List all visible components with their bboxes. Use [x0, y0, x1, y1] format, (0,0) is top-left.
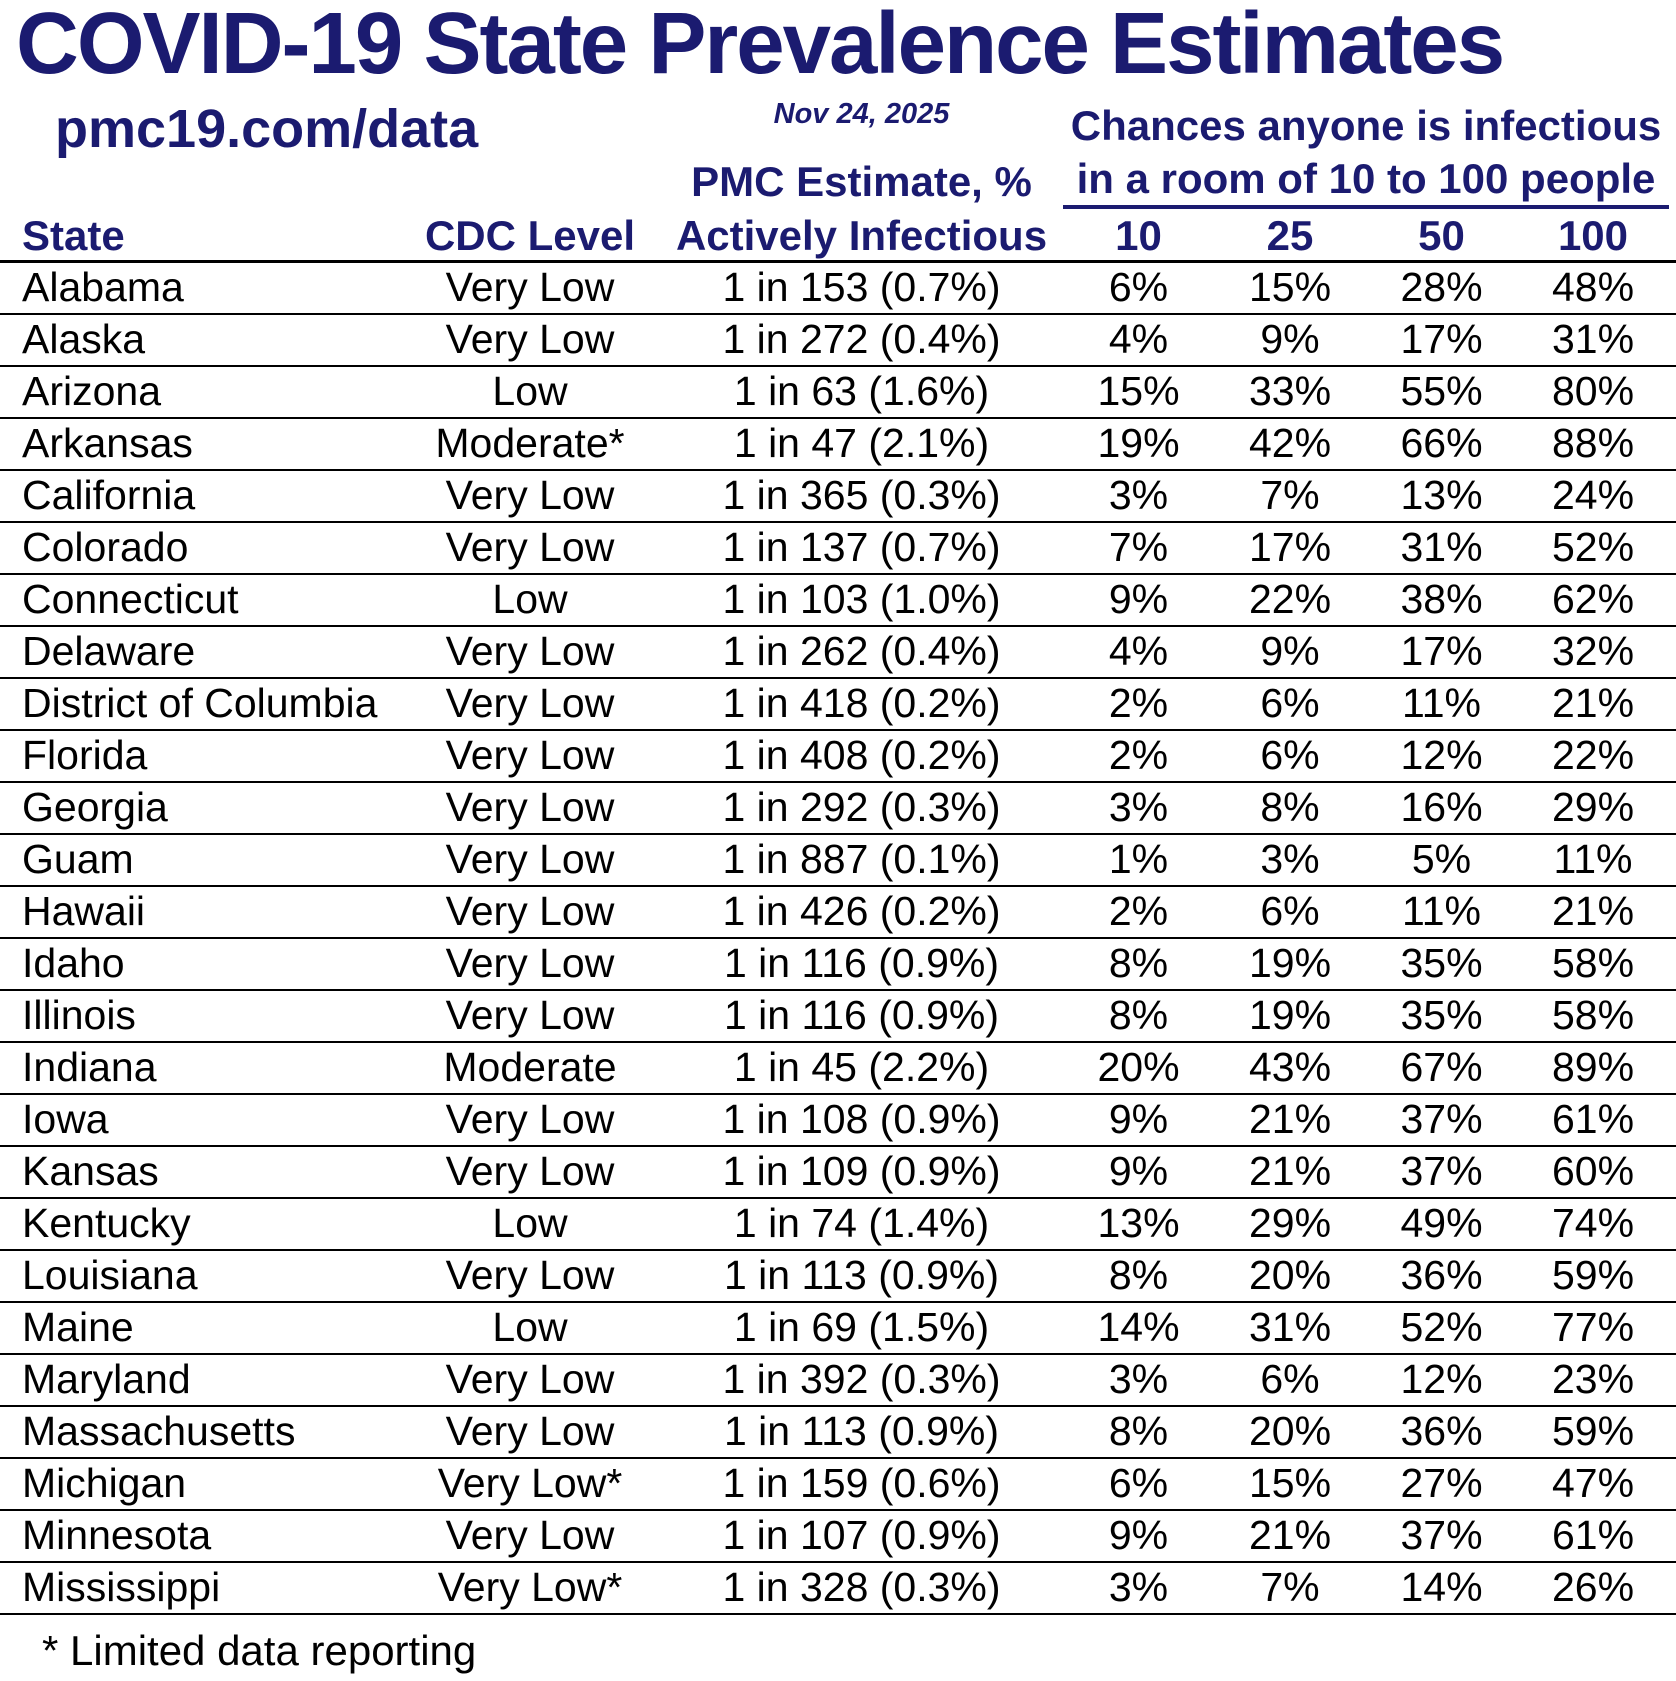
- cdc-level-cell: Very Low: [400, 1094, 660, 1146]
- column-header-cdc-level: CDC Level: [400, 212, 660, 262]
- chance-25-cell: 43%: [1214, 1042, 1366, 1094]
- pmc-estimate-cell: 1 in 887 (0.1%): [660, 834, 1063, 886]
- spacer-cell: [1669, 938, 1676, 990]
- chance-10-cell: 6%: [1063, 262, 1214, 314]
- state-cell: California: [0, 470, 400, 522]
- table-row: [0, 262, 1676, 314]
- cdc-level-cell: Very Low: [400, 1406, 660, 1458]
- chance-100-cell: 26%: [1517, 1562, 1669, 1614]
- chance-50-cell: 28%: [1366, 262, 1517, 314]
- state-cell: Idaho: [0, 938, 400, 990]
- chances-group-label: [1063, 99, 1669, 209]
- column-header-actively-infectious: Actively Infectious: [660, 212, 1063, 262]
- chance-10-cell: 9%: [1063, 574, 1214, 626]
- chance-25-cell: 6%: [1214, 886, 1366, 938]
- chance-25-cell: 21%: [1214, 1510, 1366, 1562]
- spacer-cell: [1669, 418, 1676, 470]
- chance-10-cell: 2%: [1063, 730, 1214, 782]
- chance-100-cell: 60%: [1517, 1146, 1669, 1198]
- state-cell: Connecticut: [0, 574, 400, 626]
- cdc-level-cell: Very Low: [400, 678, 660, 730]
- pmc-estimate-cell: 1 in 113 (0.9%): [660, 1250, 1063, 1302]
- chance-100-cell: 61%: [1517, 1510, 1669, 1562]
- cdc-level-cell: Very Low: [400, 1146, 660, 1198]
- spacer-cell: [1669, 314, 1676, 366]
- spacer-cell: [1669, 834, 1676, 886]
- chance-25-cell: 7%: [1214, 1562, 1366, 1614]
- chance-100-cell: 29%: [1517, 782, 1669, 834]
- site-url-text: pmc19.com/data: [55, 99, 479, 159]
- cdc-level-cell: Very Low: [400, 1354, 660, 1406]
- state-cell: Maine: [0, 1302, 400, 1354]
- cdc-level-cell: Very Low: [400, 834, 660, 886]
- report-date: Nov 24, 2025: [773, 98, 950, 130]
- spacer-cell: [1669, 886, 1676, 938]
- chance-100-cell: 61%: [1517, 1094, 1669, 1146]
- chance-10-cell: 2%: [1063, 678, 1214, 730]
- pmc-estimate-cell: 1 in 103 (1.0%): [660, 574, 1063, 626]
- spacer-cell: [1669, 730, 1676, 782]
- state-cell: Iowa: [0, 1094, 400, 1146]
- state-cell: Colorado: [0, 522, 400, 574]
- column-header-room-10: 10: [1063, 212, 1214, 262]
- column-header-state: State: [0, 212, 400, 262]
- table-row: [0, 522, 1676, 574]
- state-cell: Massachusetts: [0, 1406, 400, 1458]
- state-cell: Kansas: [0, 1146, 400, 1198]
- cdc-level-cell: Very Low: [400, 730, 660, 782]
- chance-10-cell: 14%: [1063, 1302, 1214, 1354]
- pmc-estimate-cell: 1 in 137 (0.7%): [660, 522, 1063, 574]
- chance-10-cell: 8%: [1063, 1250, 1214, 1302]
- chance-100-cell: 31%: [1517, 314, 1669, 366]
- state-cell: Delaware: [0, 626, 400, 678]
- spacer-cell: [1669, 626, 1676, 678]
- cdc-level-cell: Very Low: [400, 262, 660, 314]
- page-title: COVID-19 State Prevalence Estimates: [16, 0, 1504, 92]
- pmc-estimate-cell: 1 in 108 (0.9%): [660, 1094, 1063, 1146]
- spacer-cell: [1669, 1510, 1676, 1562]
- pmc-estimate-group-label: PMC Estimate, %: [691, 158, 1032, 205]
- chance-25-cell: 19%: [1214, 990, 1366, 1042]
- spacer-cell: [1669, 1042, 1676, 1094]
- chance-100-cell: 32%: [1517, 626, 1669, 678]
- table-row: [0, 1250, 1676, 1302]
- table-row: [0, 1302, 1676, 1354]
- chance-50-cell: 27%: [1366, 1458, 1517, 1510]
- pmc-estimate-cell: 1 in 426 (0.2%): [660, 886, 1063, 938]
- table-row: [0, 1198, 1676, 1250]
- chance-100-cell: 89%: [1517, 1042, 1669, 1094]
- chance-25-cell: 42%: [1214, 418, 1366, 470]
- spacer-cell: [1669, 574, 1676, 626]
- chances-group-line1: Chances anyone is infectious: [1070, 102, 1662, 149]
- chance-50-cell: 11%: [1366, 886, 1517, 938]
- pmc-estimate-cell: 1 in 408 (0.2%): [660, 730, 1063, 782]
- spacer-cell: [1669, 1198, 1676, 1250]
- table-row: [0, 782, 1676, 834]
- chance-10-cell: 6%: [1063, 1458, 1214, 1510]
- chance-100-cell: 47%: [1517, 1458, 1669, 1510]
- cdc-level-cell: Low: [400, 366, 660, 418]
- cdc-level-cell: Very Low: [400, 938, 660, 990]
- chance-100-cell: 21%: [1517, 886, 1669, 938]
- cdc-level-cell: Low: [400, 1198, 660, 1250]
- chance-50-cell: 37%: [1366, 1510, 1517, 1562]
- chance-25-cell: 17%: [1214, 522, 1366, 574]
- cdc-level-cell: Very Low*: [400, 1458, 660, 1510]
- spacer-cell: [1669, 1094, 1676, 1146]
- cdc-level-cell: Very Low: [400, 782, 660, 834]
- cdc-level-cell: Very Low: [400, 1510, 660, 1562]
- chance-50-cell: 17%: [1366, 314, 1517, 366]
- page-header: [0, 0, 1676, 212]
- table-row: [0, 938, 1676, 990]
- chance-10-cell: 15%: [1063, 366, 1214, 418]
- state-cell: Mississippi: [0, 1562, 400, 1614]
- chance-100-cell: 52%: [1517, 522, 1669, 574]
- spacer-cell: [1669, 522, 1676, 574]
- pmc-estimate-cell: 1 in 45 (2.2%): [660, 1042, 1063, 1094]
- pmc-estimate-cell: 1 in 292 (0.3%): [660, 782, 1063, 834]
- chance-50-cell: 11%: [1366, 678, 1517, 730]
- chance-25-cell: 20%: [1214, 1250, 1366, 1302]
- chance-100-cell: 58%: [1517, 938, 1669, 990]
- table-row: [0, 574, 1676, 626]
- chance-100-cell: 21%: [1517, 678, 1669, 730]
- chance-25-cell: 15%: [1214, 1458, 1366, 1510]
- state-cell: Louisiana: [0, 1250, 400, 1302]
- table-row: [0, 678, 1676, 730]
- chance-50-cell: 13%: [1366, 470, 1517, 522]
- chance-10-cell: 3%: [1063, 782, 1214, 834]
- chance-100-cell: 80%: [1517, 366, 1669, 418]
- spacer-cell: [1669, 1562, 1676, 1614]
- chance-100-cell: 23%: [1517, 1354, 1669, 1406]
- pmc-estimate-cell: 1 in 153 (0.7%): [660, 262, 1063, 314]
- cdc-level-cell: Very Low: [400, 626, 660, 678]
- chance-50-cell: 52%: [1366, 1302, 1517, 1354]
- state-cell: Minnesota: [0, 1510, 400, 1562]
- cdc-level-cell: Very Low: [400, 886, 660, 938]
- table-row: [0, 1510, 1676, 1562]
- table-row: [0, 990, 1676, 1042]
- chance-25-cell: 15%: [1214, 262, 1366, 314]
- chance-50-cell: 55%: [1366, 366, 1517, 418]
- chance-10-cell: 9%: [1063, 1510, 1214, 1562]
- chance-50-cell: 35%: [1366, 938, 1517, 990]
- pmc-estimate-cell: 1 in 47 (2.1%): [660, 418, 1063, 470]
- chance-100-cell: 22%: [1517, 730, 1669, 782]
- chance-50-cell: 17%: [1366, 626, 1517, 678]
- pmc-estimate-cell: 1 in 69 (1.5%): [660, 1302, 1063, 1354]
- footnote: * Limited data reporting: [42, 1626, 477, 1674]
- chance-10-cell: 13%: [1063, 1198, 1214, 1250]
- pmc-estimate-cell: 1 in 262 (0.4%): [660, 626, 1063, 678]
- spacer-cell: [1669, 366, 1676, 418]
- pmc-estimate-cell: 1 in 107 (0.9%): [660, 1510, 1063, 1562]
- pmc-estimate-cell: 1 in 159 (0.6%): [660, 1458, 1063, 1510]
- chance-50-cell: 66%: [1366, 418, 1517, 470]
- state-cell: Georgia: [0, 782, 400, 834]
- cdc-level-cell: Very Low: [400, 990, 660, 1042]
- table-row: [0, 626, 1676, 678]
- chance-25-cell: 19%: [1214, 938, 1366, 990]
- cdc-level-cell: Low: [400, 1302, 660, 1354]
- chance-10-cell: 3%: [1063, 470, 1214, 522]
- chance-100-cell: 74%: [1517, 1198, 1669, 1250]
- pmc-estimate-cell: 1 in 109 (0.9%): [660, 1146, 1063, 1198]
- table-row: [0, 1042, 1676, 1094]
- chance-10-cell: 9%: [1063, 1146, 1214, 1198]
- state-cell: Illinois: [0, 990, 400, 1042]
- spacer-cell: [1669, 990, 1676, 1042]
- spacer-cell: [1669, 1458, 1676, 1510]
- chance-50-cell: 12%: [1366, 1354, 1517, 1406]
- state-cell: Guam: [0, 834, 400, 886]
- chance-100-cell: 59%: [1517, 1250, 1669, 1302]
- chance-10-cell: 1%: [1063, 834, 1214, 886]
- spacer-cell: [1669, 1302, 1676, 1354]
- chance-25-cell: 22%: [1214, 574, 1366, 626]
- chance-10-cell: 9%: [1063, 1094, 1214, 1146]
- chance-50-cell: 5%: [1366, 834, 1517, 886]
- spacer-cell: [1669, 1354, 1676, 1406]
- chance-10-cell: 3%: [1063, 1354, 1214, 1406]
- column-header-room-25: 25: [1214, 212, 1366, 262]
- chance-25-cell: 6%: [1214, 678, 1366, 730]
- chance-25-cell: 20%: [1214, 1406, 1366, 1458]
- spacer-cell: [1669, 1406, 1676, 1458]
- pmc-estimate-cell: 1 in 116 (0.9%): [660, 990, 1063, 1042]
- chance-50-cell: 14%: [1366, 1562, 1517, 1614]
- chance-100-cell: 11%: [1517, 834, 1669, 886]
- chance-10-cell: 4%: [1063, 626, 1214, 678]
- chance-50-cell: 38%: [1366, 574, 1517, 626]
- chance-10-cell: 8%: [1063, 1406, 1214, 1458]
- chance-25-cell: 33%: [1214, 366, 1366, 418]
- state-cell: District of Columbia: [0, 678, 400, 730]
- table-row: [0, 366, 1676, 418]
- pmc-estimate-cell: 1 in 418 (0.2%): [660, 678, 1063, 730]
- chance-50-cell: 16%: [1366, 782, 1517, 834]
- table-row: [0, 730, 1676, 782]
- state-cell: Indiana: [0, 1042, 400, 1094]
- chance-50-cell: 37%: [1366, 1094, 1517, 1146]
- chance-50-cell: 31%: [1366, 522, 1517, 574]
- table-row: [0, 314, 1676, 366]
- cdc-level-cell: Moderate*: [400, 418, 660, 470]
- cdc-level-cell: Very Low: [400, 470, 660, 522]
- pmc-estimate-cell: 1 in 392 (0.3%): [660, 1354, 1063, 1406]
- chance-50-cell: 67%: [1366, 1042, 1517, 1094]
- chance-10-cell: 8%: [1063, 990, 1214, 1042]
- cdc-level-cell: Very Low: [400, 1250, 660, 1302]
- chance-100-cell: 88%: [1517, 418, 1669, 470]
- state-cell: Michigan: [0, 1458, 400, 1510]
- table-header-row: [0, 212, 1676, 262]
- chance-10-cell: 3%: [1063, 1562, 1214, 1614]
- chance-25-cell: 9%: [1214, 314, 1366, 366]
- table-row: [0, 1146, 1676, 1198]
- chances-group-line2: in a room of 10 to 100 people: [1076, 155, 1656, 202]
- spacer-column: [1669, 212, 1676, 262]
- spacer-cell: [1669, 1146, 1676, 1198]
- chance-25-cell: 8%: [1214, 782, 1366, 834]
- state-cell: Arkansas: [0, 418, 400, 470]
- state-cell: Arizona: [0, 366, 400, 418]
- spacer-cell: [1669, 262, 1676, 314]
- state-cell: Alaska: [0, 314, 400, 366]
- pmc-estimate-cell: 1 in 365 (0.3%): [660, 470, 1063, 522]
- spacer-cell: [1669, 678, 1676, 730]
- cdc-level-cell: Very Low*: [400, 1562, 660, 1614]
- chance-25-cell: 29%: [1214, 1198, 1366, 1250]
- pmc-estimate-cell: 1 in 116 (0.9%): [660, 938, 1063, 990]
- chance-25-cell: 9%: [1214, 626, 1366, 678]
- chance-25-cell: 6%: [1214, 1354, 1366, 1406]
- state-cell: Hawaii: [0, 886, 400, 938]
- pmc-estimate-cell: 1 in 113 (0.9%): [660, 1406, 1063, 1458]
- chance-100-cell: 48%: [1517, 262, 1669, 314]
- table-row: [0, 1406, 1676, 1458]
- cdc-level-cell: Very Low: [400, 522, 660, 574]
- state-cell: Alabama: [0, 262, 400, 314]
- prevalence-table: [0, 212, 1676, 1615]
- chance-100-cell: 24%: [1517, 470, 1669, 522]
- chance-100-cell: 77%: [1517, 1302, 1669, 1354]
- chance-10-cell: 4%: [1063, 314, 1214, 366]
- chance-50-cell: 12%: [1366, 730, 1517, 782]
- chance-25-cell: 3%: [1214, 834, 1366, 886]
- state-cell: Maryland: [0, 1354, 400, 1406]
- pmc-estimate-cell: 1 in 272 (0.4%): [660, 314, 1063, 366]
- table-row: [0, 418, 1676, 470]
- chance-10-cell: 19%: [1063, 418, 1214, 470]
- cdc-level-cell: Moderate: [400, 1042, 660, 1094]
- pmc-estimate-cell: 1 in 74 (1.4%): [660, 1198, 1063, 1250]
- table-row: [0, 1458, 1676, 1510]
- chance-25-cell: 21%: [1214, 1146, 1366, 1198]
- spacer-cell: [1669, 1250, 1676, 1302]
- state-cell: Kentucky: [0, 1198, 400, 1250]
- table-row: [0, 1094, 1676, 1146]
- chance-100-cell: 58%: [1517, 990, 1669, 1042]
- spacer-cell: [1669, 782, 1676, 834]
- chance-25-cell: 31%: [1214, 1302, 1366, 1354]
- chance-100-cell: 59%: [1517, 1406, 1669, 1458]
- table-row: [0, 470, 1676, 522]
- chance-25-cell: 6%: [1214, 730, 1366, 782]
- table-row: [0, 834, 1676, 886]
- table-row: [0, 886, 1676, 938]
- chance-50-cell: 36%: [1366, 1406, 1517, 1458]
- cdc-level-cell: Low: [400, 574, 660, 626]
- spacer-cell: [1669, 470, 1676, 522]
- chance-50-cell: 49%: [1366, 1198, 1517, 1250]
- chance-50-cell: 37%: [1366, 1146, 1517, 1198]
- chance-50-cell: 36%: [1366, 1250, 1517, 1302]
- pmc-estimate-cell: 1 in 63 (1.6%): [660, 366, 1063, 418]
- pmc-estimate-cell: 1 in 328 (0.3%): [660, 1562, 1063, 1614]
- chance-50-cell: 35%: [1366, 990, 1517, 1042]
- state-cell: Florida: [0, 730, 400, 782]
- column-header-room-50: 50: [1366, 212, 1517, 262]
- chance-25-cell: 21%: [1214, 1094, 1366, 1146]
- table-row: [0, 1354, 1676, 1406]
- chance-10-cell: 20%: [1063, 1042, 1214, 1094]
- chance-10-cell: 2%: [1063, 886, 1214, 938]
- chance-25-cell: 7%: [1214, 470, 1366, 522]
- column-header-room-100: 100: [1517, 212, 1669, 262]
- chance-100-cell: 62%: [1517, 574, 1669, 626]
- table-row: [0, 1562, 1676, 1614]
- cdc-level-cell: Very Low: [400, 314, 660, 366]
- table-body: [0, 262, 1676, 1614]
- chance-10-cell: 7%: [1063, 522, 1214, 574]
- chance-10-cell: 8%: [1063, 938, 1214, 990]
